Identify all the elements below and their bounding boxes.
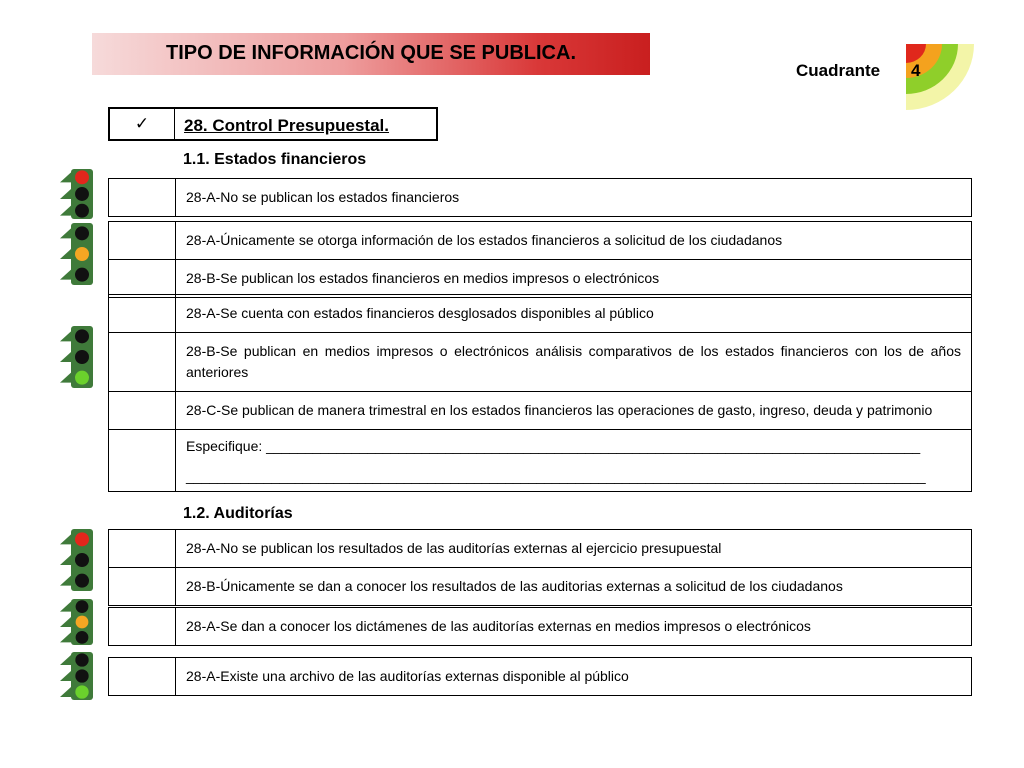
specify-line-1: Especifique: ____________________________________________________________________________________ xyxy=(186,438,921,454)
option-text: 28-A-Existe una archivo de las auditorías externas disponible al público xyxy=(176,658,972,696)
table-row xyxy=(109,430,972,492)
table-row xyxy=(109,222,972,260)
options-group-1 xyxy=(108,178,972,217)
lamp-green xyxy=(75,685,88,698)
traffic-light-red-icon xyxy=(58,528,98,592)
table-row xyxy=(109,179,972,217)
traffic-light-red-icon xyxy=(58,168,98,220)
option-checkbox[interactable] xyxy=(109,430,176,492)
option-text: 28-B-Únicamente se dan a conocer los resultados de las auditorias externas a solicitud de los ciudadanos xyxy=(176,568,972,606)
option-checkbox[interactable] xyxy=(109,333,176,392)
lamp-red xyxy=(75,170,89,184)
options-group-4 xyxy=(108,529,972,606)
option-text: 28-B-Se publican en medios impresos o electrónicos análisis comparativos de los estados financieros con los de años anteriores xyxy=(176,333,972,392)
specify-line-2: _______________________________________________________________________________________________ xyxy=(186,468,926,484)
options-group-6 xyxy=(108,657,972,696)
specify-field[interactable] xyxy=(176,430,972,492)
option-checkbox[interactable] xyxy=(109,222,176,260)
option-text: 28-C-Se publican de manera trimestral en los estados financieros las operaciones de gasto, ingreso, deuda y patrimonio xyxy=(176,392,972,430)
table-row xyxy=(109,333,972,392)
option-checkbox[interactable] xyxy=(109,260,176,298)
check-icon: ✓ xyxy=(110,109,175,139)
table-row xyxy=(109,568,972,606)
cuadrante-number: 4 xyxy=(911,61,921,80)
option-checkbox[interactable] xyxy=(109,568,176,606)
lamp-red xyxy=(75,532,89,546)
option-checkbox[interactable] xyxy=(109,295,176,333)
lamp-red xyxy=(76,600,89,613)
table-row xyxy=(109,295,972,333)
options-group-2 xyxy=(108,221,972,298)
lamp-amber xyxy=(75,350,89,364)
page-title: TIPO DE INFORMACIÓN QUE SE PUBLICA. xyxy=(165,42,577,64)
option-checkbox[interactable] xyxy=(109,392,176,430)
lamp-amber xyxy=(75,553,89,567)
lamp-red xyxy=(75,329,89,343)
lamp-amber xyxy=(76,616,89,629)
option-text: 28-A-Únicamente se otorga información de los estados financieros a solicitud de los ciudadanos xyxy=(176,222,972,260)
lamp-red xyxy=(75,226,89,240)
lamp-green xyxy=(75,204,89,218)
lamp-amber xyxy=(75,669,88,682)
traffic-light-amber-icon xyxy=(58,598,98,646)
title-banner xyxy=(92,33,650,75)
table-row xyxy=(109,658,972,696)
traffic-light-amber-icon xyxy=(58,222,98,286)
lamp-green xyxy=(75,574,89,588)
table-row xyxy=(109,530,972,568)
traffic-light-green-icon xyxy=(58,651,98,701)
cuadrante-label: Cuadrante xyxy=(796,61,881,80)
lamp-green xyxy=(75,268,89,282)
subsection-title-estados: 1.1. Estados financieros xyxy=(183,151,367,168)
lamp-amber xyxy=(75,247,89,261)
option-checkbox[interactable] xyxy=(109,530,176,568)
option-text: 28-A-No se publican los resultados de las auditorías externas al ejercicio presupuestal xyxy=(176,530,972,568)
section-header xyxy=(108,107,438,141)
option-checkbox[interactable] xyxy=(109,608,176,646)
option-text: 28-B-Se publican los estados financieros en medios impresos o electrónicos xyxy=(176,260,972,298)
option-text: 28-A-Se cuenta con estados financieros desglosados disponibles al público xyxy=(176,295,972,333)
options-group-5 xyxy=(108,607,972,646)
option-text: 28-A-Se dan a conocer los dictámenes de las auditorías externas en medios impresos o electrónicos xyxy=(176,608,972,646)
lamp-amber xyxy=(75,187,89,201)
option-checkbox[interactable] xyxy=(109,658,176,696)
lamp-red xyxy=(75,653,88,666)
lamp-green xyxy=(76,631,89,644)
option-checkbox[interactable] xyxy=(109,179,176,217)
table-row xyxy=(109,260,972,298)
option-text: 28-A-No se publican los estados financieros xyxy=(176,179,972,217)
traffic-light-green-icon xyxy=(58,325,98,389)
section-title: 28. Control Presupuestal. xyxy=(184,116,389,135)
options-group-3 xyxy=(108,294,972,492)
lamp-green xyxy=(75,371,89,385)
table-row xyxy=(109,608,972,646)
subsection-title-auditorias: 1.2. Auditorías xyxy=(183,505,293,522)
table-row xyxy=(109,392,972,430)
